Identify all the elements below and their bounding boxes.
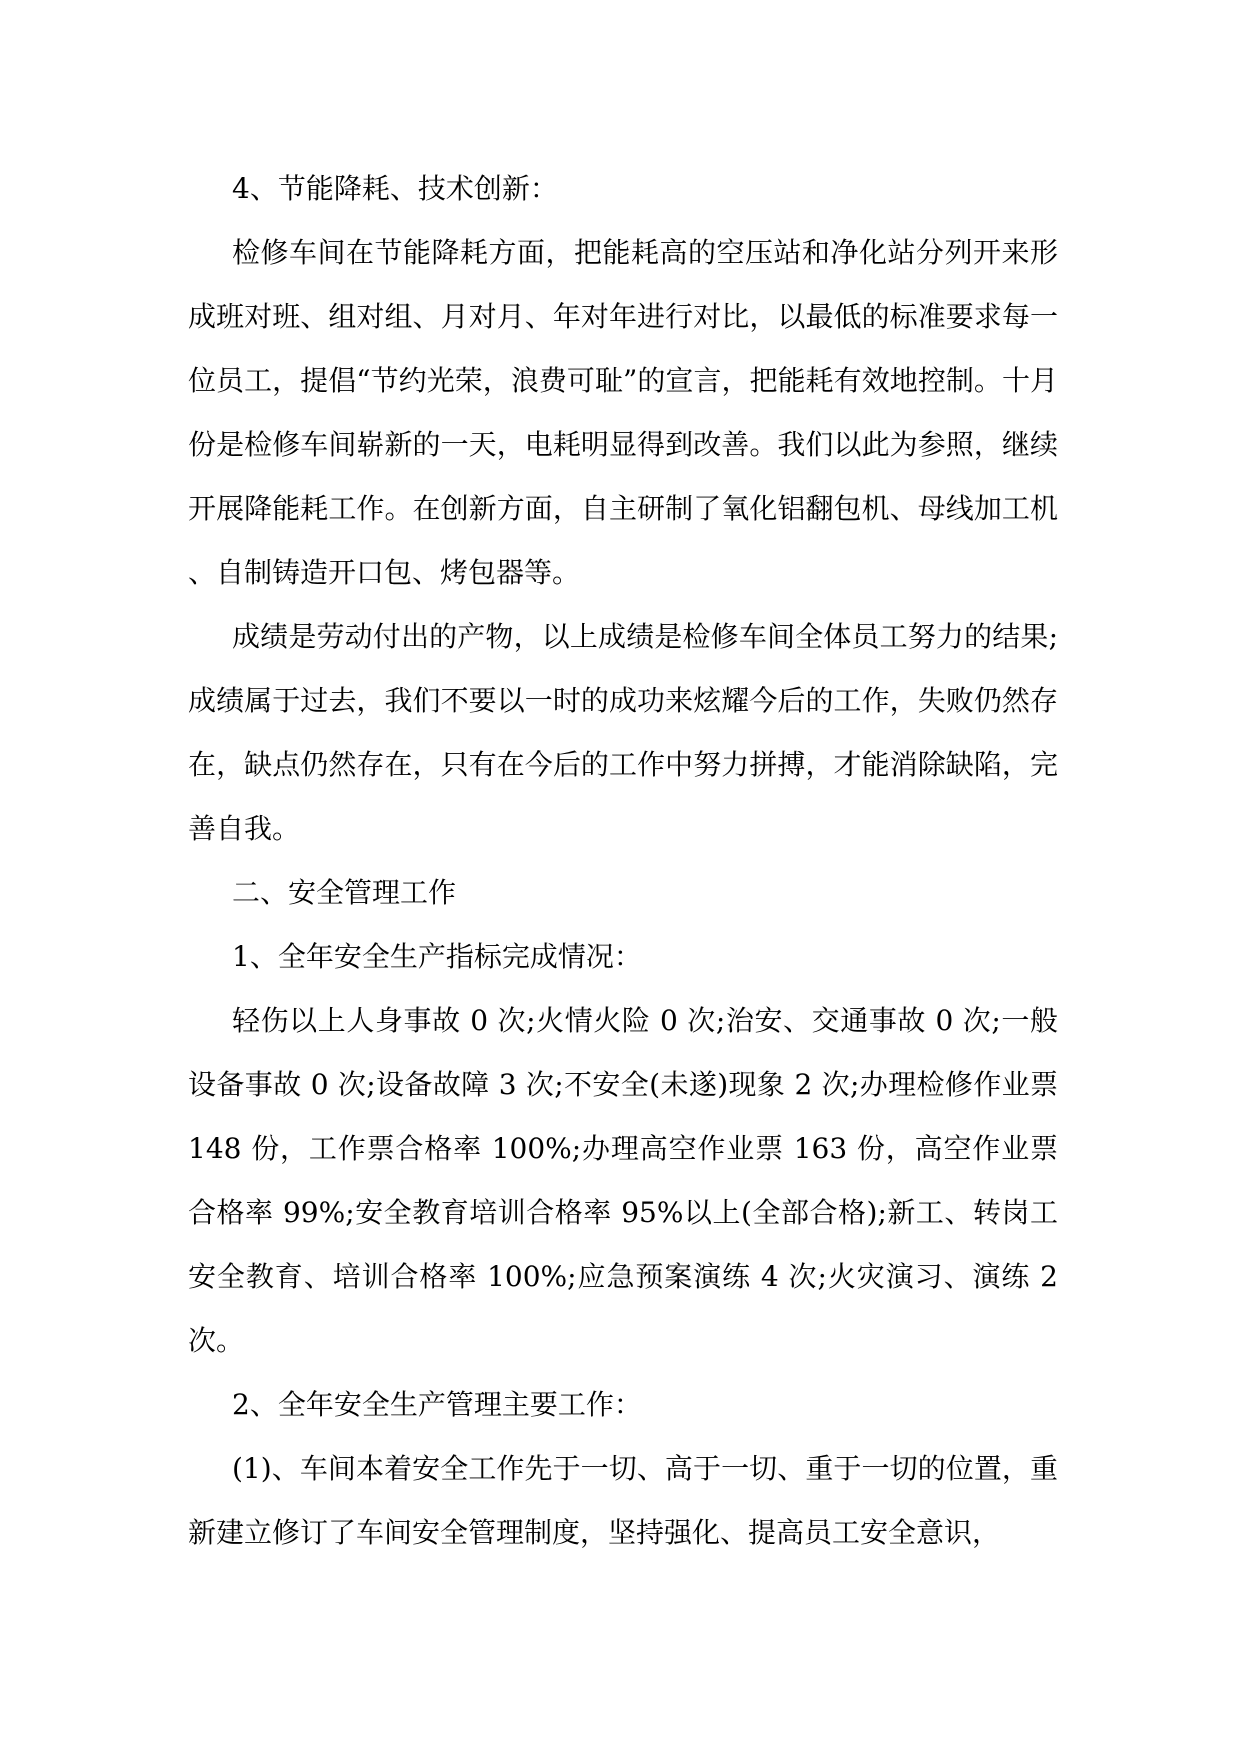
heading-safety-main-work: 2、全年安全生产管理主要工作：: [232, 1388, 642, 1421]
paragraph-energy-saving: 检修车间在节能降耗方面，把能耗高的空压站和净化站分列开来形成班对班、组对组、月对月、年对年进行对比，以最低的标准要求每一位员工，提倡“节约光荣，浪费可耻”的宣言，把能耗有效地控制。十月份是检修车间崭新的一天，电耗明显得到改善。我们以此为参照，继续开展降能耗工作。在创新方面，自主研制了氧化铝翻包机、母线加工机、自制铸造开口包、烤包器等。: [188, 236, 1058, 589]
heading-safety-indicators: 1、全年安全生产指标完成情况：: [232, 940, 642, 973]
paragraph-safety-work-item-1: (1)、车间本着安全工作先于一切、高于一切、重于一切的位置，重新建立修订了车间安全管理制度，坚持强化、提高员工安全意识，: [188, 1452, 1058, 1549]
heading-energy-saving-innovation: 4、节能降耗、技术创新：: [232, 172, 558, 205]
paragraph-achievements: 成绩是劳动付出的产物，以上成绩是检修车间全体员工努力的结果;成绩属于过去，我们不要以一时的成功来炫耀今后的工作，失败仍然存在，缺点仍然存在，只有在今后的工作中努力拼搏，才能消除缺陷，完善自我。: [188, 620, 1058, 845]
paragraph-safety-indicators: 轻伤以上人身事故 0 次;火情火险 0 次;治安、交通事故 0 次;一般设备事故 0 次;设备故障 3 次;不安全(未遂)现象 2 次;办理检修作业票 148 份，工作票合格率 100%;办理高空作业票 163 份，高空作业票合格率 99%;安全教育培训合格率 95%以上(全部合格);新工、转岗工安全教育、培训合格率 100%;应急预案演练 4 次;火灾演习、演练 2 次。: [188, 1004, 1058, 1357]
document-body: [188, 157, 1058, 1565]
heading-safety-management: 二、安全管理工作: [232, 876, 457, 909]
